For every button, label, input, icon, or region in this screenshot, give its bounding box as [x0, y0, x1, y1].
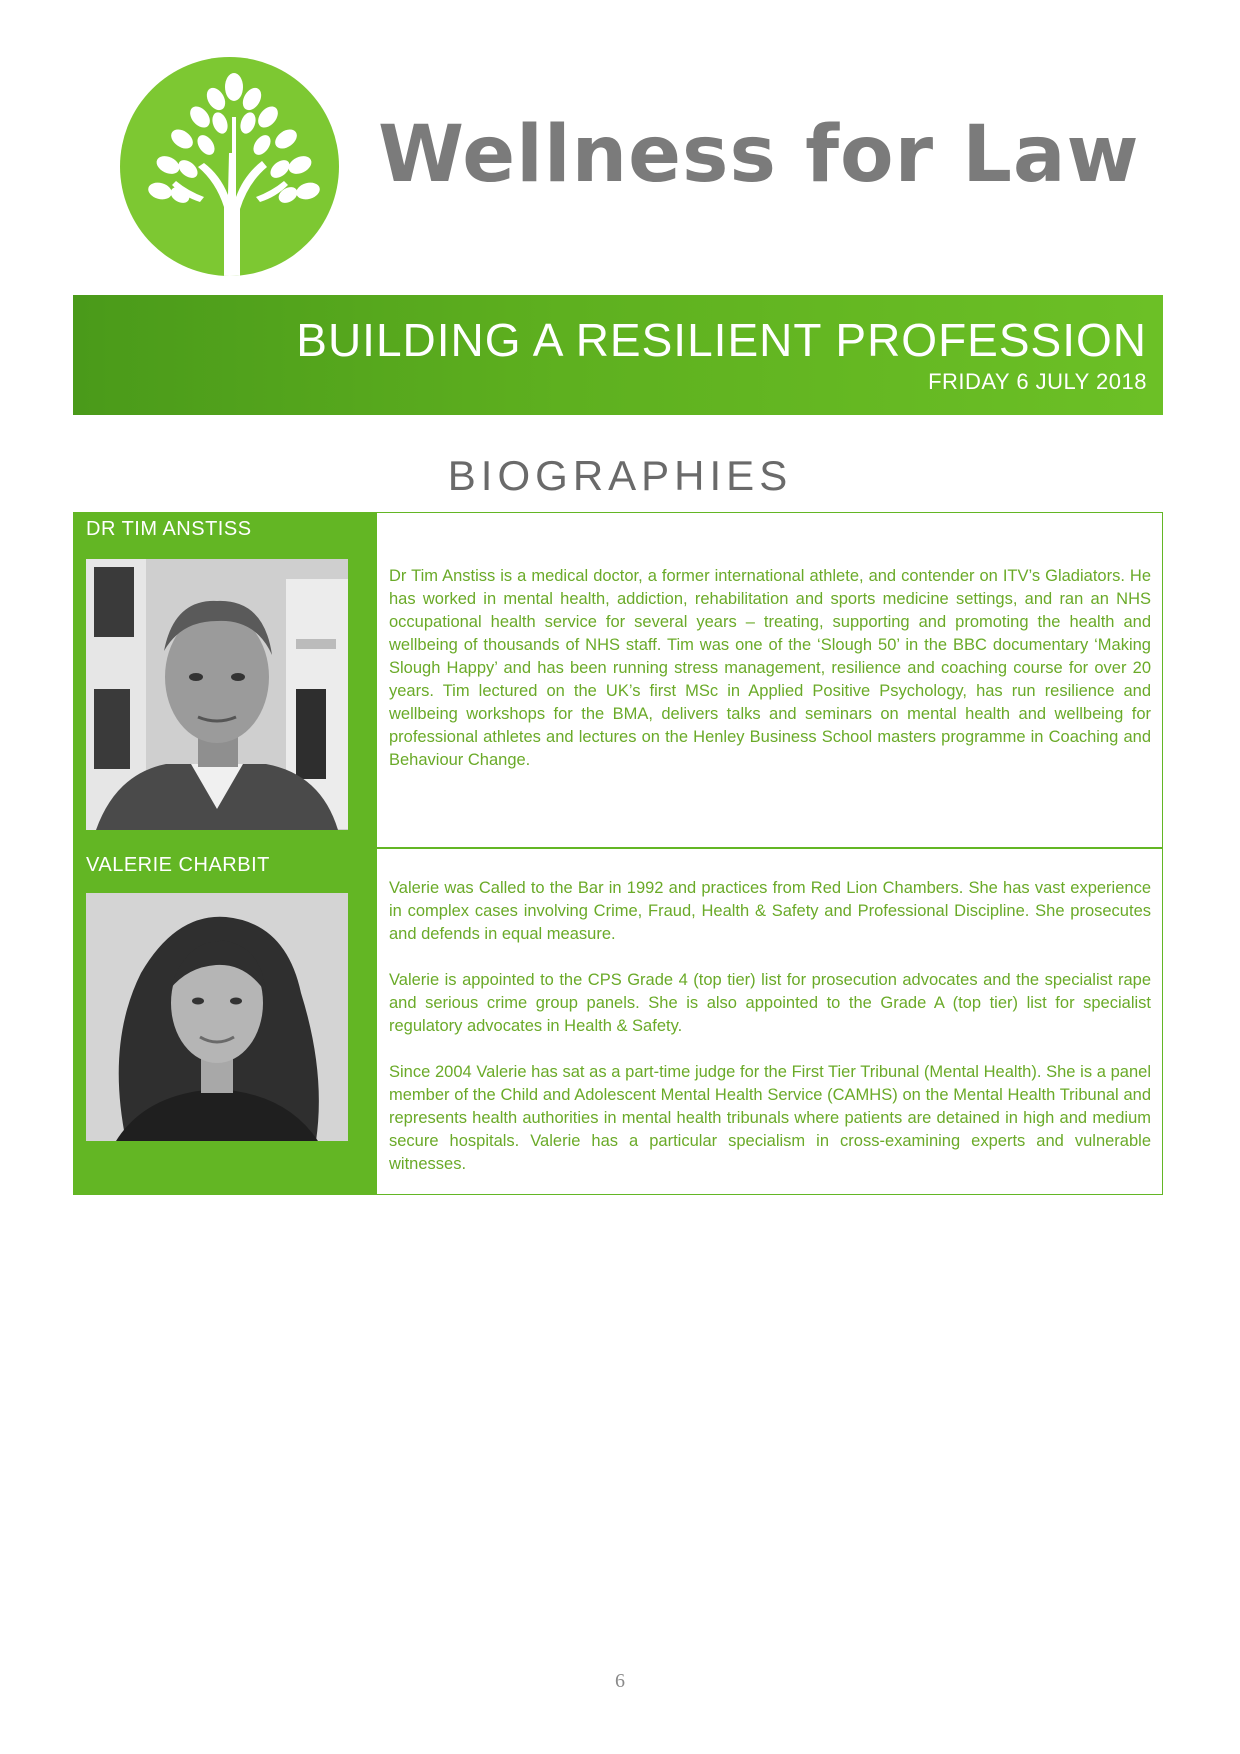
bio-paragraph: Valerie was Called to the Bar in 1992 and practices from Red Lion Chambers. She has vast experience in complex cases involving Crime, Fraud, Health & Safety and Professional Discipline. She prosecutes and defends in equal measure. — [389, 879, 1151, 943]
logo-tree-icon — [120, 57, 339, 276]
bio-card — [73, 848, 1163, 1195]
bio-name: DR TIM ANSTISS — [86, 518, 252, 540]
event-date: FRIDAY 6 JULY 2018 — [928, 369, 1147, 394]
section-heading: BIOGRAPHIES — [447, 452, 793, 499]
bio-text-box — [377, 848, 1163, 1195]
page-number: 6 — [615, 1670, 625, 1692]
brand-name: Wellness for Law — [378, 110, 1140, 200]
bio-name: VALERIE CHARBIT — [86, 854, 270, 876]
bio-text — [389, 877, 1151, 1199]
bio-paragraph: Valerie is appointed to the CPS Grade 4 (top tier) list for prosecution advocates and the specialist rape and serious crime group panels. She is also appointed to the Grade A (top tier) list for specialist regulatory advocates in Health & Safety. — [389, 971, 1151, 1035]
bio-text — [389, 565, 1151, 795]
bio-paragraph: Dr Tim Anstiss is a medical doctor, a former international athlete, and contender on ITV’s Gladiators. He has worked in mental health, addiction, rehabilitation and sports medicine settings, and ran an NHS occupational health service for several years – treating, supporting and promoting the health and wellbeing of thousands of NHS staff. Tim was one of the ‘Slough 50’ in the BBC documentary ‘Making Slough Happy’ and has been running stress management, resilience and coaching course for over 20 years. Tim lectured on the UK’s first MSc in Applied Positive Psychology, has run resilience and wellbeing workshops for the BMA, delivers talks and seminars on mental health and wellbeing for professional athletes and lectures on the Henley Business School masters programme in Coaching and Behaviour Change. — [389, 567, 1151, 769]
bio-text-box — [377, 512, 1163, 848]
bio-paragraph: Since 2004 Valerie has sat as a part-time judge for the First Tier Tribunal (Mental Health). She is a panel member of the Child and Adolescent Mental Health Service (CAMHS) on the Mental Health Tribunal and represents health authorities in mental health tribunals where patients are detained in high and medium secure hospitals. Valerie has a particular specialism in cross-examining experts and vulnerable witnesses. — [389, 1063, 1151, 1173]
portrait-photo — [86, 559, 348, 830]
portrait-photo — [86, 893, 348, 1141]
bio-sidebar — [73, 848, 377, 1195]
bio-card — [73, 512, 1163, 848]
bio-sidebar — [73, 512, 377, 848]
event-title: BUILDING A RESILIENT PROFESSION — [296, 314, 1147, 366]
event-banner — [73, 295, 1163, 415]
